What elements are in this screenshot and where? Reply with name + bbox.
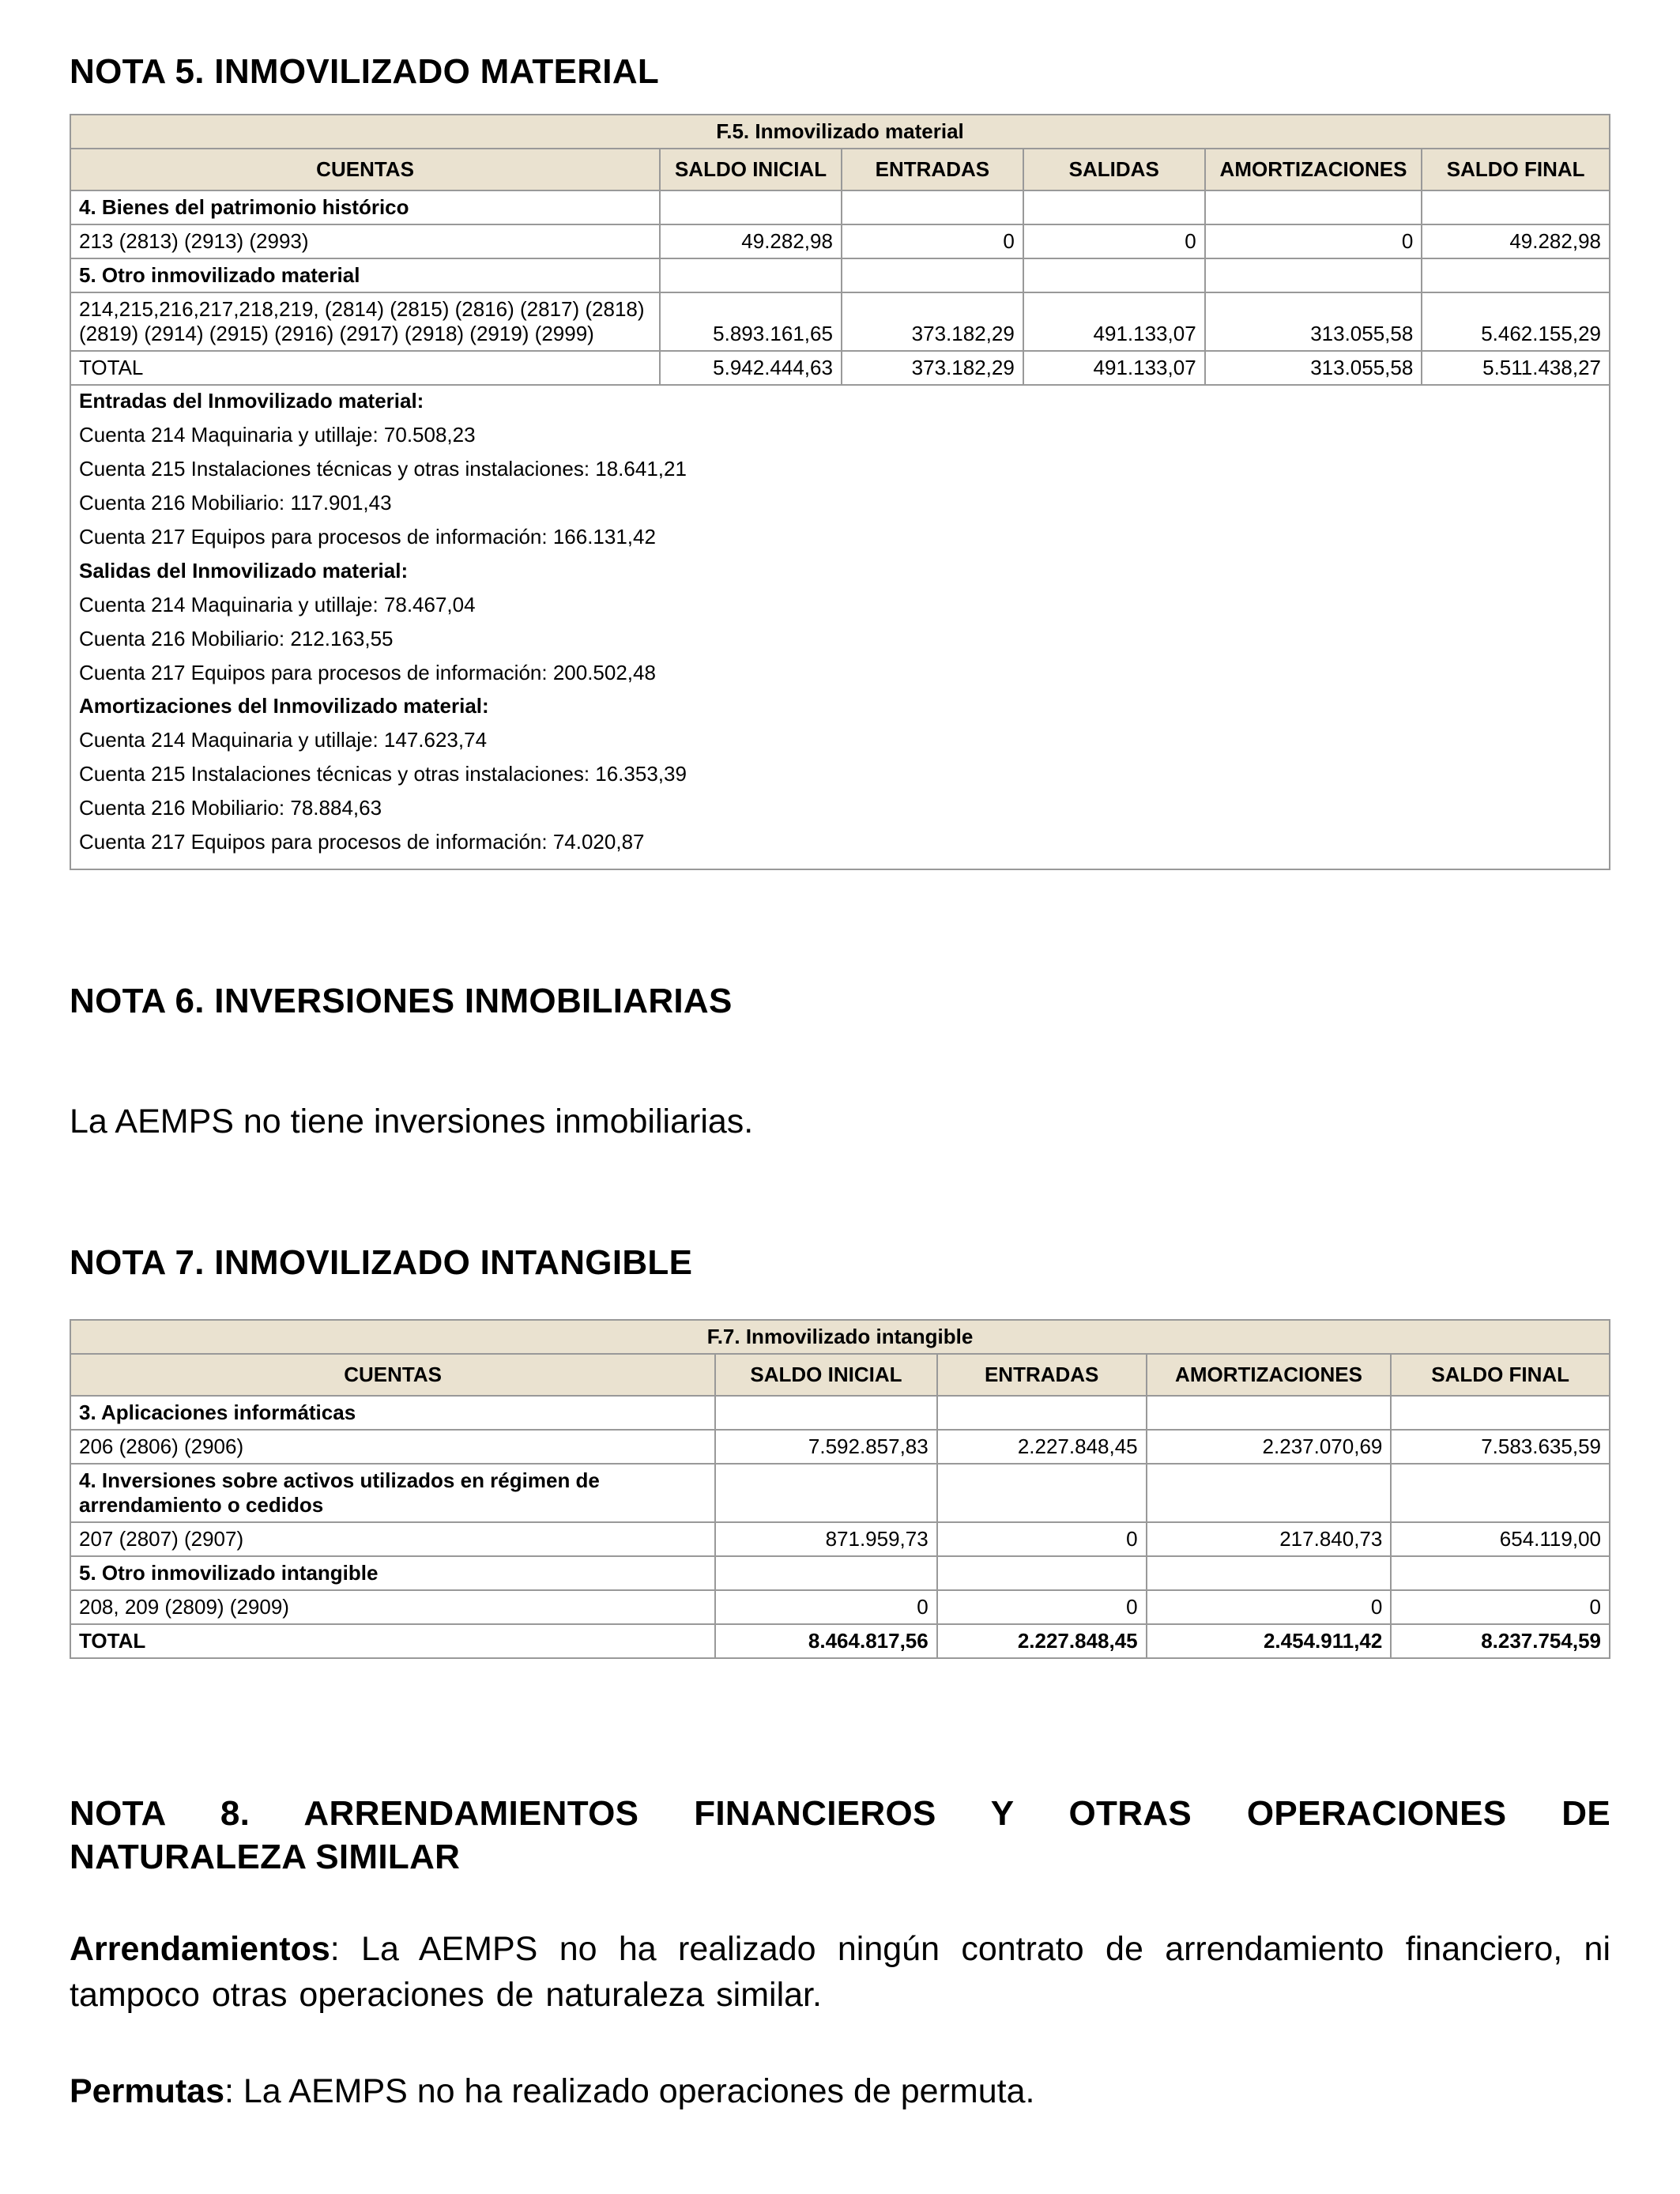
cell-saldo-final: 5.511.438,27	[1422, 351, 1610, 385]
note-line: Cuenta 214 Maquinaria y utillaje: 78.467,04	[79, 592, 476, 616]
note8-heading	[70, 1792, 1610, 1879]
empty-cell	[1205, 190, 1422, 224]
row-label: 3. Aplicaciones informáticas	[70, 1396, 715, 1430]
table-row	[70, 1522, 1610, 1556]
permutas-paragraph	[70, 2068, 1610, 2114]
cell-saldo-inicial: 5.893.161,65	[660, 292, 842, 351]
f7-inmovilizado-intangible-table	[70, 1319, 1610, 1659]
f5-table-title: F.5. Inmovilizado material	[70, 115, 1610, 149]
cell-saldo-inicial: 49.282,98	[660, 224, 842, 258]
row-label: 4. Bienes del patrimonio histórico	[70, 190, 660, 224]
cell-amortizaciones: 0	[1205, 224, 1422, 258]
cell-saldo-inicial: 871.959,73	[715, 1522, 937, 1556]
note8-heading-line2: NATURALEZA SIMILAR	[70, 1837, 461, 1876]
empty-cell	[715, 1396, 937, 1430]
f7-table-title: F.7. Inmovilizado intangible	[70, 1320, 1610, 1354]
table-row	[70, 1396, 1610, 1430]
note6-paragraph: La AEMPS no tiene inversiones inmobiliarias.	[70, 1102, 754, 1140]
note-line: Cuenta 217 Equipos para procesos de información: 74.020,87	[79, 830, 645, 854]
empty-cell	[842, 190, 1023, 224]
cell-saldo-inicial: 8.464.817,56	[715, 1624, 937, 1658]
empty-cell	[1147, 1464, 1392, 1522]
empty-cell	[1391, 1396, 1610, 1430]
cell-entradas: 0	[842, 224, 1023, 258]
arrendamientos-label: Arrendamientos	[70, 1929, 330, 1968]
empty-cell	[1023, 190, 1205, 224]
f5-col-header-cuentas: CUENTAS	[70, 149, 660, 190]
cell-saldo-inicial: 0	[715, 1590, 937, 1624]
note-line: Cuenta 217 Equipos para procesos de información: 200.502,48	[79, 660, 656, 684]
cell-amortizaciones: 2.237.070,69	[1147, 1430, 1392, 1464]
cell-saldo-inicial: 5.942.444,63	[660, 351, 842, 385]
note-line: Cuenta 217 Equipos para procesos de información: 166.131,42	[79, 525, 656, 549]
cell-amortizaciones: 313.055,58	[1205, 292, 1422, 351]
empty-cell	[660, 190, 842, 224]
note-line: Cuenta 214 Maquinaria y utillaje: 70.508,23	[79, 423, 476, 447]
empty-cell	[1205, 258, 1422, 292]
f7-col-header-saldo-final: SALDO FINAL	[1391, 1354, 1610, 1396]
cell-amortizaciones: 313.055,58	[1205, 351, 1422, 385]
empty-cell	[842, 258, 1023, 292]
f7-title-row	[70, 1320, 1610, 1354]
table-row	[70, 1556, 1610, 1590]
note-line: Cuenta 216 Mobiliario: 117.901,43	[79, 491, 392, 515]
table-row	[70, 190, 1610, 224]
note-line: Cuenta 214 Maquinaria y utillaje: 147.623,74	[79, 728, 488, 752]
empty-cell	[715, 1556, 937, 1590]
row-label: 214,215,216,217,218,219, (2814) (2815) (2816) (2817) (2818) (2819) (2914) (2915) (2916) (2917) (2918) (2919) (2999)	[70, 292, 660, 351]
table-total-row	[70, 1624, 1610, 1658]
arrendamientos-paragraph	[70, 1926, 1610, 2018]
row-label: 208, 209 (2809) (2909)	[70, 1590, 715, 1624]
f7-col-header-cuentas: CUENTAS	[70, 1354, 715, 1396]
note-line-heading: Amortizaciones del Inmovilizado material:	[79, 694, 489, 718]
row-label: 5. Otro inmovilizado intangible	[70, 1556, 715, 1590]
f5-col-header-saldo-final: SALDO FINAL	[1422, 149, 1610, 190]
empty-cell	[937, 1464, 1147, 1522]
note-line-heading: Entradas del Inmovilizado material:	[79, 389, 424, 413]
cell-saldo-final: 0	[1391, 1590, 1610, 1624]
note7-heading: NOTA 7. INMOVILIZADO INTANGIBLE	[70, 1242, 693, 1282]
cell-entradas: 2.227.848,45	[937, 1430, 1147, 1464]
cell-salidas: 0	[1023, 224, 1205, 258]
table-total-row	[70, 351, 1610, 385]
note-line: Cuenta 216 Mobiliario: 212.163,55	[79, 626, 394, 650]
empty-cell	[1147, 1396, 1392, 1430]
f7-header-row	[70, 1354, 1610, 1396]
table-notes-row	[70, 385, 1610, 869]
note5-heading: NOTA 5. INMOVILIZADO MATERIAL	[70, 52, 660, 92]
row-label: 206 (2806) (2906)	[70, 1430, 715, 1464]
f5-header-row	[70, 149, 1610, 190]
cell-saldo-final: 5.462.155,29	[1422, 292, 1610, 351]
note-line: Cuenta 215 Instalaciones técnicas y otras instalaciones: 16.353,39	[79, 762, 687, 786]
cell-saldo-final: 8.237.754,59	[1391, 1624, 1610, 1658]
empty-cell	[715, 1464, 937, 1522]
table-row	[70, 1464, 1610, 1522]
note-line-heading: Salidas del Inmovilizado material:	[79, 558, 409, 582]
table-row	[70, 292, 1610, 351]
f5-col-header-entradas: ENTRADAS	[842, 149, 1023, 190]
empty-cell	[937, 1556, 1147, 1590]
cell-amortizaciones: 217.840,73	[1147, 1522, 1392, 1556]
table-row	[70, 258, 1610, 292]
note8-heading-line1: NOTA 8. ARRENDAMIENTOS FINANCIEROS Y OTRAS OPERACIONES DE	[70, 1793, 1610, 1833]
cell-amortizaciones: 2.454.911,42	[1147, 1624, 1392, 1658]
empty-cell	[1391, 1464, 1610, 1522]
empty-cell	[1391, 1556, 1610, 1590]
row-label: 5. Otro inmovilizado material	[70, 258, 660, 292]
cell-entradas: 0	[937, 1522, 1147, 1556]
empty-cell	[1422, 190, 1610, 224]
cell-entradas: 2.227.848,45	[937, 1624, 1147, 1658]
table-row	[70, 1590, 1610, 1624]
permutas-text: : La AEMPS no ha realizado operaciones de permuta.	[224, 2072, 1035, 2111]
cell-saldo-final: 654.119,00	[1391, 1522, 1610, 1556]
cell-saldo-final: 7.583.635,59	[1391, 1430, 1610, 1464]
arrendamientos-text: : La AEMPS no ha realizado ningún contrato de arrendamiento financiero, ni tampoco otras operaciones de naturaleza similar.	[70, 1929, 1610, 2015]
row-label: 213 (2813) (2913) (2993)	[70, 224, 660, 258]
empty-cell	[1023, 258, 1205, 292]
f5-notes-block	[70, 385, 1610, 869]
f7-col-header-saldo-inicial: SALDO INICIAL	[715, 1354, 937, 1396]
empty-cell	[1147, 1556, 1392, 1590]
cell-entradas: 373.182,29	[842, 292, 1023, 351]
empty-cell	[660, 258, 842, 292]
cell-salidas: 491.133,07	[1023, 351, 1205, 385]
f5-inmovilizado-material-table	[70, 114, 1610, 869]
empty-cell	[937, 1396, 1147, 1430]
cell-saldo-inicial: 7.592.857,83	[715, 1430, 937, 1464]
note6-heading: NOTA 6. INVERSIONES INMOBILIARIAS	[70, 981, 733, 1020]
cell-entradas: 373.182,29	[842, 351, 1023, 385]
permutas-label: Permutas	[70, 2072, 224, 2111]
f5-col-header-salidas: SALIDAS	[1023, 149, 1205, 190]
f5-title-row	[70, 115, 1610, 149]
f7-col-header-entradas: ENTRADAS	[937, 1354, 1147, 1396]
cell-amortizaciones: 0	[1147, 1590, 1392, 1624]
f5-col-header-amortizaciones: AMORTIZACIONES	[1205, 149, 1422, 190]
note-line: Cuenta 216 Mobiliario: 78.884,63	[79, 796, 382, 820]
row-label: 4. Inversiones sobre activos utilizados en régimen de arrendamiento o cedidos	[70, 1464, 715, 1522]
f7-col-header-amortizaciones: AMORTIZACIONES	[1147, 1354, 1392, 1396]
note-line: Cuenta 215 Instalaciones técnicas y otras instalaciones: 18.641,21	[79, 457, 687, 481]
empty-cell	[1422, 258, 1610, 292]
row-label: TOTAL	[70, 351, 660, 385]
table-row	[70, 1430, 1610, 1464]
row-label: TOTAL	[70, 1624, 715, 1658]
f5-col-header-saldo-inicial: SALDO INICIAL	[660, 149, 842, 190]
cell-entradas: 0	[937, 1590, 1147, 1624]
row-label: 207 (2807) (2907)	[70, 1522, 715, 1556]
cell-salidas: 491.133,07	[1023, 292, 1205, 351]
table-row	[70, 224, 1610, 258]
cell-saldo-final: 49.282,98	[1422, 224, 1610, 258]
